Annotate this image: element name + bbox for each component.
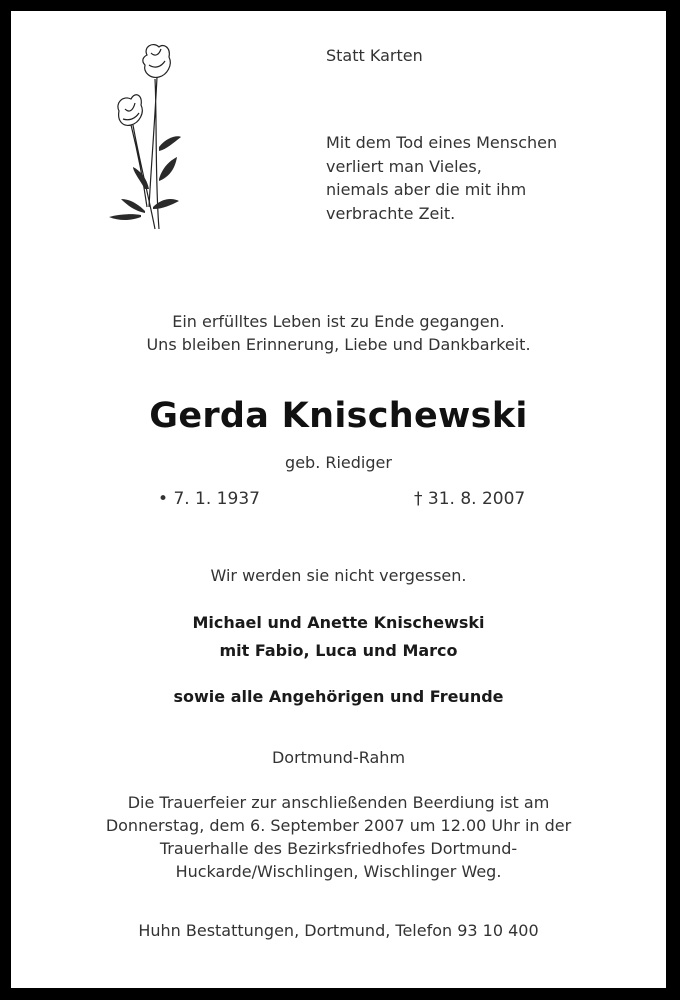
funeral-line: Donnerstag, dem 6. September 2007 um 12.00 Uhr in der	[105, 816, 572, 835]
undertaker: Huhn Bestattungen, Dortmund, Telefon 93 10 400	[138, 921, 539, 940]
rose-illustration-icon	[99, 39, 189, 239]
intro-text	[11, 310, 666, 356]
remembrance-line: Wir werden sie nicht vergessen.	[210, 566, 467, 585]
funeral-line: Trauerhalle des Bezirksfriedhofes Dortmund-	[159, 839, 518, 858]
intro-line: Uns bleiben Erinnerung, Liebe und Dankbarkeit.	[146, 335, 531, 354]
quote	[326, 131, 557, 225]
birth-date-value: 7. 1. 1937	[173, 489, 260, 509]
mourners-line: Michael und Anette Knischewski	[192, 613, 485, 632]
mourners-line: mit Fabio, Luca und Marco	[219, 641, 458, 660]
header-label: Statt Karten	[326, 46, 423, 65]
birth-date	[158, 489, 260, 509]
intro-line: Ein erfülltes Leben ist zu Ende gegangen.	[172, 312, 505, 331]
death-date	[414, 489, 525, 509]
location: Dortmund-Rahm	[271, 748, 406, 767]
funeral-line: Die Trauerfeier zur anschließenden Beerdiung ist am	[127, 793, 550, 812]
maiden-name: geb. Riediger	[285, 453, 392, 472]
obituary-card	[11, 11, 666, 988]
cross-icon: †	[414, 489, 423, 509]
quote-line: Mit dem Tod eines Menschen	[326, 133, 558, 152]
funeral-details	[11, 791, 666, 883]
death-date-value: 31. 8. 2007	[427, 489, 526, 509]
birth-symbol: •	[158, 489, 169, 509]
quote-line: verliert man Vieles,	[326, 156, 482, 176]
funeral-line: Huckarde/Wischlingen, Wischlinger Weg.	[175, 862, 502, 881]
mourners	[11, 609, 666, 665]
relatives-line: sowie alle Angehörigen und Freunde	[173, 687, 504, 706]
quote-line: niemals aber die mit ihm	[326, 180, 527, 199]
quote-line: verbrachte Zeit.	[326, 203, 456, 223]
deceased-name: Gerda Knischewski	[149, 396, 528, 436]
